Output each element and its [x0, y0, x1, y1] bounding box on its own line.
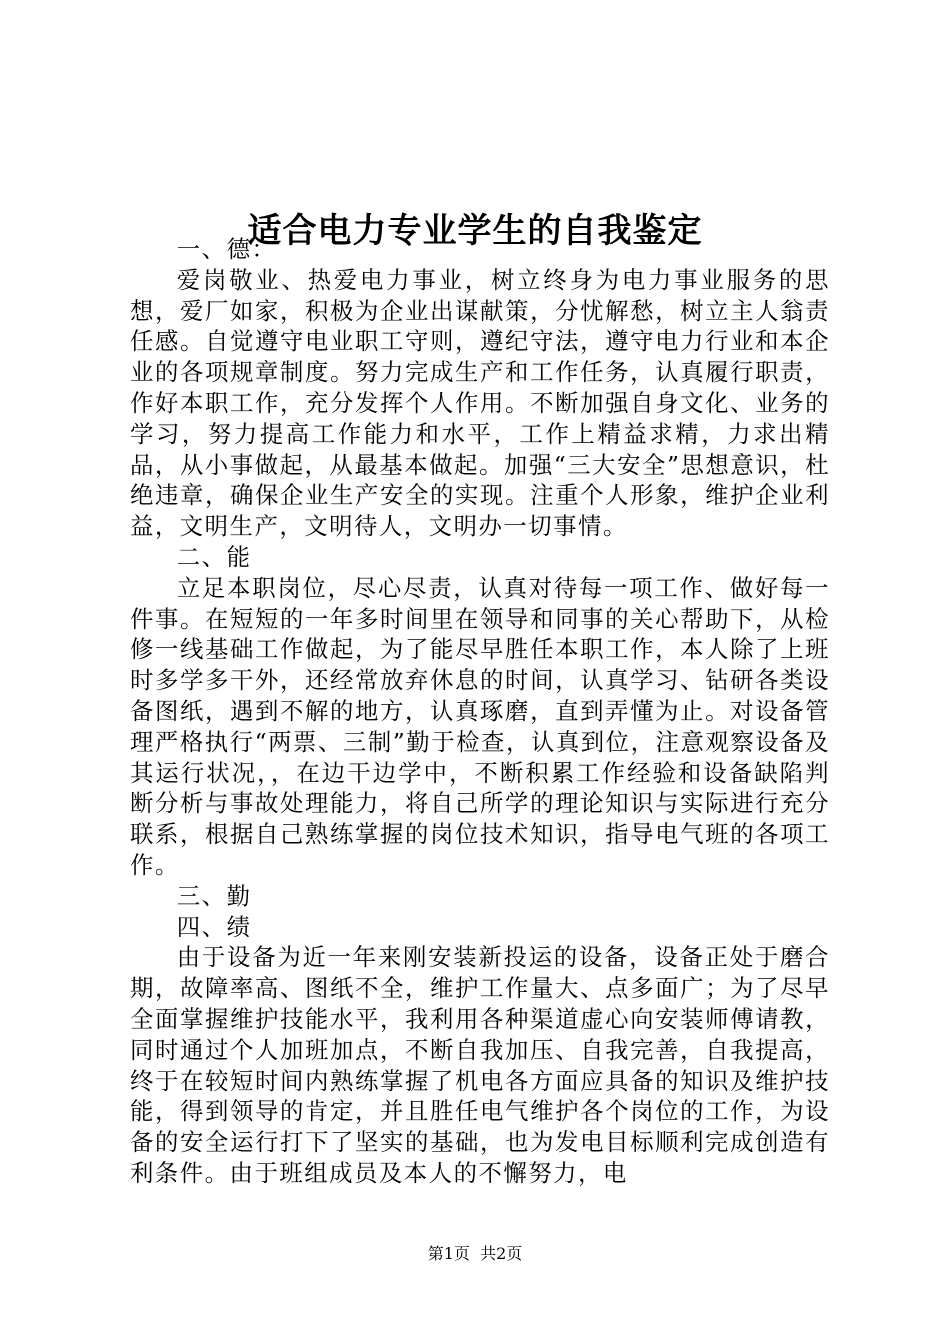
document-body	[130, 234, 830, 1189]
page-footer	[0, 1243, 950, 1265]
page-number-label: 第1页 共2页	[427, 1244, 523, 1263]
paragraph-neng: 立足本职岗位，尽心尽责，认真对待每一项工作、做好每一件事。在短短的一年多时间里在领导和同事的关心帮助下，从检修一线基础工作做起，为了能尽早胜任本职工作，本人除了上班时多学多干外，还经常放弃休息的时间，认真学习、钻研各类设备图纸，遇到不解的地方，认真琢磨，直到弄懂为止。对设备管理严格执行“两票、三制”勤于检查，认真到位，注意观察设备及其运行状况，，在边干边学中，不断积累工作经验和设备缺陷判断分析与事故处理能力，将自己所学的理论知识与实际进行充分联系，根据自己熟练掌握的岗位技术知识，指导电气班的各项工作。	[130, 573, 830, 879]
paragraph-ji: 由于设备为近一年来刚安装新投运的设备，设备正处于磨合期，故障率高、图纸不全，维护工作量大、点多面广；为了尽早全面掌握维护技能水平，我利用各种渠道虚心向安装师傅请教，同时通过个人加班加点，不断自我加压、自我完善，自我提高，终于在较短时间内熟练掌握了机电各方面应具备的知识及维护技能，得到领导的肯定，并且胜任电气维护各个岗位的工作，为设备的安全运行打下了坚实的基础，也为发电目标顺利完成创造有利条件。由于班组成员及本人的不懈努力，电	[130, 943, 830, 1187]
section-heading-ji: 四、绩	[176, 912, 252, 941]
section-heading-de: 一、德：	[176, 235, 277, 263]
section-heading-neng: 二、能	[176, 542, 252, 571]
section-heading-qin: 三、勤	[176, 881, 252, 910]
document-title: 适合电力专业学生的自我鉴定	[247, 210, 703, 251]
paragraph-de: 爱岗敬业、热爱电力事业，树立终身为电力事业服务的思想，爱厂如家，积极为企业出谋献策，分忧解愁，树立主人翁责任感。自觉遵守电业职工守则，遵纪守法，遵守电力行业和本企业的各项规章制度。努力完成生产和工作任务，认真履行职责，作好本职工作，充分发挥个人作用。不断加强自身文化、业务的学习，努力提高工作能力和水平，工作上精益求精，力求出精品，从小事做起，从最基本做起。加强“三大安全”思想意识，杜绝违章，确保企业生产安全的实现。注重个人形象，维护企业利益，文明生产，文明待人，文明办一切事情。	[130, 265, 830, 541]
